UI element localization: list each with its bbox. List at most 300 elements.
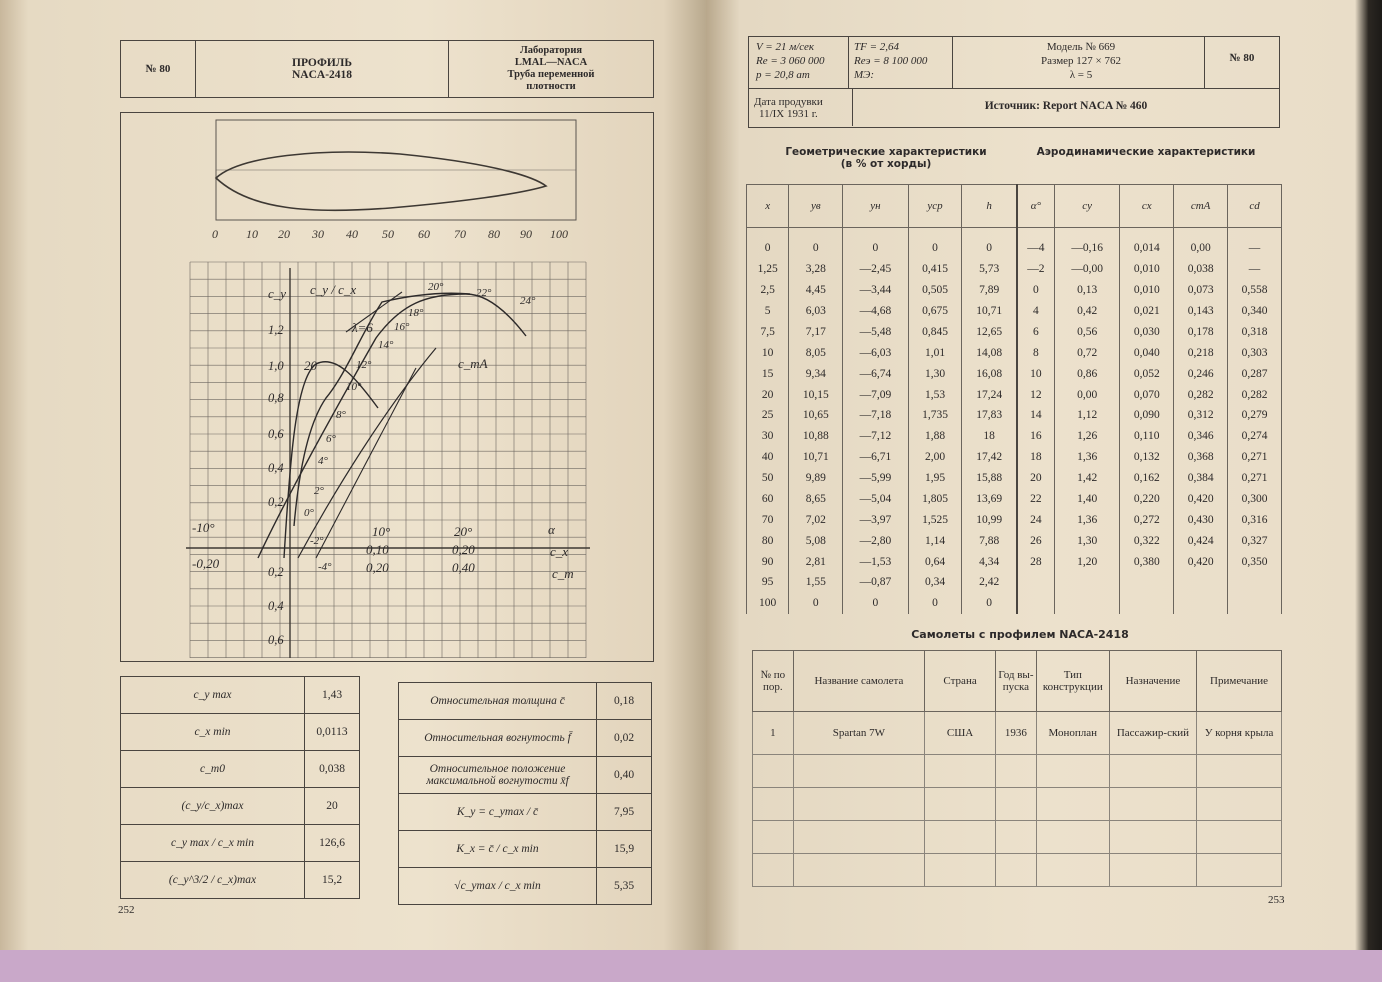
aero-cell: 1,20 (1054, 551, 1119, 572)
ratio-value-label: 20 (304, 358, 317, 373)
aero-cell: 0,030 (1120, 322, 1174, 343)
aero-cell: 28 (1017, 551, 1055, 572)
geo-cell: 0 (789, 593, 843, 614)
geo-cell: 0,505 (908, 280, 962, 301)
cma-curve (298, 348, 436, 558)
aero-cell: 0,318 (1228, 322, 1282, 343)
left-header-title (196, 41, 449, 98)
props-right-table (398, 682, 652, 905)
geo-cell: 4,45 (789, 280, 843, 301)
aero-cell: 0,090 (1120, 405, 1174, 426)
aero-cell: 0,014 (1120, 228, 1174, 259)
aero-cell: 0,052 (1120, 363, 1174, 384)
angle-22: 22° (476, 287, 492, 299)
aero-cell: 0,282 (1228, 384, 1282, 405)
angle-6: 6° (326, 433, 336, 445)
prop-row (399, 720, 652, 757)
planes-empty-row (753, 755, 1282, 788)
angle-12: 12° (356, 359, 372, 371)
aero-cell: — (1228, 228, 1282, 259)
table-row (747, 593, 1282, 614)
table-row (747, 530, 1282, 551)
param-re-e: Reэ = 8 100 000 (854, 55, 928, 67)
planes-row (753, 712, 1282, 755)
table-row (747, 426, 1282, 447)
aero-cell: 0,271 (1228, 447, 1282, 468)
planes-column-header: Примечание (1197, 651, 1282, 712)
aero-cell: 0,13 (1054, 280, 1119, 301)
aero-cell: 1,26 (1054, 426, 1119, 447)
aero-cell: 0,038 (1174, 259, 1228, 280)
column-header: x (747, 185, 789, 228)
planes-empty-cell (1109, 788, 1196, 821)
prop-value: 15,2 (305, 862, 360, 899)
prop-row (121, 751, 360, 788)
y-tick-neg-0-4: 0,4 (268, 599, 284, 613)
param-v: V = 21 м/сек (756, 41, 815, 53)
aero-cell: —2 (1017, 259, 1055, 280)
date-line1: Дата продувки (754, 96, 823, 108)
geo-cell: 2,81 (789, 551, 843, 572)
tunnel-params (854, 40, 927, 82)
aero-cell: 0,327 (1228, 530, 1282, 551)
geo-cell: 1,55 (789, 572, 843, 593)
geo-cell: 95 (747, 572, 789, 593)
aero-cell: 0,86 (1054, 363, 1119, 384)
planes-cell: Пассажир-ский (1109, 712, 1196, 755)
planes-empty-cell (793, 821, 924, 854)
planes-empty-cell (1036, 821, 1109, 854)
divider (748, 88, 1280, 89)
aero-cell: 0,073 (1174, 280, 1228, 301)
param-me: МЭ: (854, 69, 875, 81)
aero-cell: 0,143 (1174, 301, 1228, 322)
geo-cell: —0,87 (843, 572, 908, 593)
aero-cell: 0,368 (1174, 447, 1228, 468)
prop-label: K_y = c_ymax / c̄ (399, 794, 597, 831)
geo-cell: 2,42 (962, 572, 1017, 593)
planes-empty-row (753, 821, 1282, 854)
alpha-symbol: α (548, 522, 555, 537)
alpha-tick-20: 20° (454, 524, 473, 539)
geo-cell: 50 (747, 468, 789, 489)
geo-cell: 10,71 (962, 301, 1017, 322)
planes-empty-cell (925, 854, 996, 887)
test-date (754, 96, 823, 120)
right-header-number: № 80 (1229, 52, 1255, 64)
aero-cell: 0,340 (1228, 301, 1282, 322)
geo-cell: 18 (962, 426, 1017, 447)
polar-chart (186, 258, 590, 660)
title-line1: ПРОФИЛЬ (292, 57, 352, 69)
column-header: cx (1120, 185, 1174, 228)
prop-row (399, 868, 652, 905)
source-ref: Источник: Report NACA № 460 (984, 100, 1148, 112)
aero-cell: 0,162 (1120, 468, 1174, 489)
geo-cell: 1,525 (908, 509, 962, 530)
angle-8: 8° (336, 409, 346, 421)
geo-cell: —5,48 (843, 322, 908, 343)
aero-cell: 16 (1017, 426, 1055, 447)
cm-tick-neg020: -0,20 (192, 556, 220, 571)
planes-empty-cell (996, 788, 1037, 821)
profile-tick-60: 60 (418, 227, 430, 241)
aero-cell: 0,070 (1120, 384, 1174, 405)
aero-cell: 0,420 (1174, 551, 1228, 572)
geo-cell: —1,53 (843, 551, 908, 572)
aero-cell: 14 (1017, 405, 1055, 426)
aero-cell: 0,72 (1054, 342, 1119, 363)
geo-cell: 0 (747, 228, 789, 259)
column-header: cmA (1174, 185, 1228, 228)
geo-cell: —5,04 (843, 489, 908, 510)
aero-cell: —4 (1017, 228, 1055, 259)
geo-cell: 0 (962, 593, 1017, 614)
lambda-line (316, 368, 416, 558)
aero-cell: 0,322 (1120, 530, 1174, 551)
aero-cell: 0,303 (1228, 342, 1282, 363)
prop-value: 20 (305, 788, 360, 825)
geo-cell: 2,5 (747, 280, 789, 301)
aero-cell: 0,420 (1174, 489, 1228, 510)
geo-cell: 10,71 (789, 447, 843, 468)
aero-cell (1054, 572, 1119, 593)
y-tick-0-6: 0,6 (268, 427, 284, 441)
table-row (747, 509, 1282, 530)
geo-cell: 16,08 (962, 363, 1017, 384)
angle-14: 14° (378, 339, 394, 351)
angle-4: 4° (318, 455, 328, 467)
aero-cell (1017, 572, 1055, 593)
geo-cell: 8,65 (789, 489, 843, 510)
y-tick-0-8: 0,8 (268, 391, 284, 405)
planes-empty-cell (1036, 788, 1109, 821)
cm-tick-020: 0,20 (366, 560, 389, 575)
y-tick-1-0: 1,0 (268, 359, 284, 373)
left-header-table (120, 40, 654, 98)
planes-column-header: Тип конструкции (1036, 651, 1109, 712)
angle-18: 18° (408, 307, 424, 319)
angle-2: 2° (314, 485, 324, 497)
planes-empty-cell (753, 854, 794, 887)
planes-empty-cell (1109, 854, 1196, 887)
geo-section-title (766, 146, 1006, 170)
page-number-left: 252 (118, 904, 135, 916)
geo-cell: —6,71 (843, 447, 908, 468)
prop-label: c_m0 (121, 751, 305, 788)
planes-empty-cell (1197, 821, 1282, 854)
geo-cell: 5 (747, 301, 789, 322)
prop-row (399, 683, 652, 720)
prop-value: 0,02 (597, 720, 652, 757)
geo-cell: 10 (747, 342, 789, 363)
angle-24: 24° (520, 295, 536, 307)
planes-empty-cell (996, 821, 1037, 854)
planes-cell: Spartan 7W (793, 712, 924, 755)
planes-title: Самолеты с профилем NACA-2418 (911, 628, 1129, 641)
geo-cell: 17,83 (962, 405, 1017, 426)
planes-cell: США (925, 712, 996, 755)
column-header: cd (1228, 185, 1282, 228)
aero-cell: 0,380 (1120, 551, 1174, 572)
prop-label: Относительное положение максимальной вогнутости x̄f (399, 757, 597, 794)
planes-empty-cell (793, 788, 924, 821)
aero-cell: 1,12 (1054, 405, 1119, 426)
profile-tick-90: 90 (520, 227, 532, 241)
column-header: yср (908, 185, 962, 228)
planes-cell: Моноплан (1036, 712, 1109, 755)
angle-20: 20° (428, 281, 444, 293)
aero-cell: 0,040 (1120, 342, 1174, 363)
prop-label: √c_ymax / c_x min (399, 868, 597, 905)
flow-params (756, 40, 825, 82)
aero-cell (1228, 572, 1282, 593)
prop-value: 0,0113 (305, 714, 360, 751)
prop-label: c_x min (121, 714, 305, 751)
table-row (747, 384, 1282, 405)
prop-value: 7,95 (597, 794, 652, 831)
geo-cell: 70 (747, 509, 789, 530)
planes-empty-cell (1109, 821, 1196, 854)
aero-cell: 0,220 (1120, 489, 1174, 510)
planes-empty-cell (1197, 755, 1282, 788)
prop-label: Относительная вогнутость f̄ (399, 720, 597, 757)
geo-cell: —7,09 (843, 384, 908, 405)
table-row (747, 322, 1282, 343)
alpha-tick-10: 10° (372, 524, 391, 539)
geo-cell: —6,03 (843, 342, 908, 363)
aero-cell: 0,558 (1228, 280, 1282, 301)
profile-tick-40: 40 (346, 227, 358, 241)
column-header: yв (789, 185, 843, 228)
geo-cell: 1,01 (908, 342, 962, 363)
lambda-label: λ=6 (352, 320, 373, 335)
geo-cell: 7,88 (962, 530, 1017, 551)
geo-title-line1: Геометрические характеристики (785, 146, 987, 158)
prop-value: 1,43 (305, 677, 360, 714)
planes-empty-cell (996, 854, 1037, 887)
cm-tick-040: 0,40 (452, 560, 475, 575)
column-header: α° (1017, 185, 1055, 228)
aero-cell: 0,132 (1120, 447, 1174, 468)
prop-row (121, 862, 360, 899)
geo-cell: 15,88 (962, 468, 1017, 489)
aero-cell: 0,246 (1174, 363, 1228, 384)
props-left-table (120, 676, 360, 899)
aero-cell: — (1228, 259, 1282, 280)
angle-neg4: -4° (318, 561, 332, 573)
geo-cell: —7,12 (843, 426, 908, 447)
aero-cell: 0 (1017, 280, 1055, 301)
geo-cell: 13,69 (962, 489, 1017, 510)
cy-axis-label: c_y (268, 286, 287, 301)
geo-cell: 17,42 (962, 447, 1017, 468)
angle-16: 16° (394, 321, 410, 333)
planes-empty-cell (753, 821, 794, 854)
geo-cell: 0,845 (908, 322, 962, 343)
geo-cell: 1,88 (908, 426, 962, 447)
planes-empty-cell (1036, 755, 1109, 788)
angle-neg2: -2° (310, 535, 324, 547)
column-header: yн (843, 185, 908, 228)
geo-cell: —5,99 (843, 468, 908, 489)
title-line2: NACA-2418 (291, 69, 353, 81)
geo-cell: 0 (908, 593, 962, 614)
profile-tick-50: 50 (382, 227, 394, 241)
geo-cell: 0 (962, 228, 1017, 259)
prop-label: (c_y/c_x)max (121, 788, 305, 825)
y-tick-0-4: 0,4 (268, 461, 284, 475)
param-re: Re = 3 060 000 (756, 55, 825, 67)
divider (852, 88, 853, 126)
prop-value: 126,6 (305, 825, 360, 862)
model-lambda: λ = 5 (1069, 69, 1093, 81)
table-row (747, 551, 1282, 572)
geo-cell: 1,53 (908, 384, 962, 405)
geo-cell: 0 (843, 228, 908, 259)
table-row (747, 280, 1282, 301)
aero-cell: 0,218 (1174, 342, 1228, 363)
aero-cell: 1,36 (1054, 509, 1119, 530)
prop-row (121, 714, 360, 751)
angle-0: 0° (304, 507, 314, 519)
planes-column-header: Год вы-пуска (996, 651, 1037, 712)
model-info (956, 40, 1206, 82)
aero-cell (1017, 593, 1055, 614)
geo-cell: —4,68 (843, 301, 908, 322)
aero-cell: 0,021 (1120, 301, 1174, 322)
aero-cell: 0,00 (1054, 384, 1119, 405)
table-row (747, 259, 1282, 280)
table-row (747, 468, 1282, 489)
geo-cell: 1,95 (908, 468, 962, 489)
prop-label: c_y max (121, 677, 305, 714)
geo-cell: 3,28 (789, 259, 843, 280)
geo-cell: 1,25 (747, 259, 789, 280)
aero-cell: 0,42 (1054, 301, 1119, 322)
geo-cell: 14,08 (962, 342, 1017, 363)
geo-cell: 0,34 (908, 572, 962, 593)
geo-cell: 5,08 (789, 530, 843, 551)
geo-cell: 10,99 (962, 509, 1017, 530)
aero-cell: 0,00 (1174, 228, 1228, 259)
aero-cell (1228, 593, 1282, 614)
y-tick-neg-0-6: 0,6 (268, 633, 284, 647)
geo-cell: —7,18 (843, 405, 908, 426)
geo-cell: 25 (747, 405, 789, 426)
lab-line3: Труба переменной (507, 69, 595, 80)
prop-value: 5,35 (597, 868, 652, 905)
alpha-tick-neg10: -10° (192, 520, 215, 535)
aero-cell: 1,40 (1054, 489, 1119, 510)
geo-cell: 7,17 (789, 322, 843, 343)
table-row (747, 301, 1282, 322)
airfoil-profile-figure (200, 116, 590, 246)
aero-cell (1174, 572, 1228, 593)
y-tick-0-2: 0,2 (268, 495, 284, 509)
geo-cell: 7,89 (962, 280, 1017, 301)
aero-cell: 12 (1017, 384, 1055, 405)
param-p: p = 20,8 ат (756, 69, 810, 81)
table-row (747, 405, 1282, 426)
aero-cell (1054, 593, 1119, 614)
prop-label: Относительная толщина c̄ (399, 683, 597, 720)
aero-cell: 0,312 (1174, 405, 1228, 426)
table-row (747, 489, 1282, 510)
geo-title-line2: (в % от хорды) (840, 158, 932, 170)
geo-cell: 17,24 (962, 384, 1017, 405)
prop-row (121, 677, 360, 714)
planes-empty-row (753, 788, 1282, 821)
planes-empty-cell (1109, 755, 1196, 788)
aero-cell: 6 (1017, 322, 1055, 343)
geo-cell: 60 (747, 489, 789, 510)
column-header: h (962, 185, 1017, 228)
geo-cell: 2,00 (908, 447, 962, 468)
aero-cell: 1,42 (1054, 468, 1119, 489)
aero-cell: 0,110 (1120, 426, 1174, 447)
geo-cell: 1,805 (908, 489, 962, 510)
ratio-axis-label: c_y / c_x (310, 282, 357, 297)
geo-cell: —3,97 (843, 509, 908, 530)
aero-cell: 0,350 (1228, 551, 1282, 572)
aero-cell: 0,178 (1174, 322, 1228, 343)
table-row (747, 342, 1282, 363)
prop-label: K_x = c̄ / c_x min (399, 831, 597, 868)
y-tick-labels (268, 323, 284, 647)
aero-section-title: Аэродинамические характеристики (1036, 146, 1256, 158)
aero-cell: 26 (1017, 530, 1055, 551)
planes-table (752, 650, 1282, 887)
geo-cell: 1,14 (908, 530, 962, 551)
prop-row (399, 794, 652, 831)
aero-cell: 0,287 (1228, 363, 1282, 384)
geo-cell: —2,80 (843, 530, 908, 551)
aero-cell: 22 (1017, 489, 1055, 510)
profile-tick-0: 0 (212, 227, 218, 241)
planes-empty-cell (1197, 788, 1282, 821)
param-tf: TF = 2,64 (854, 41, 900, 53)
geo-cell: 4,34 (962, 551, 1017, 572)
y-tick-1-2: 1,2 (268, 323, 284, 337)
left-header-number: № 80 (121, 41, 196, 98)
planes-empty-cell (1197, 854, 1282, 887)
planes-column-header: Страна (925, 651, 996, 712)
aero-cell: 20 (1017, 468, 1055, 489)
aero-cell: 1,36 (1054, 447, 1119, 468)
planes-column-header: Название самолета (793, 651, 924, 712)
aero-cell (1120, 593, 1174, 614)
profile-tick-100: 100 (550, 227, 568, 241)
aero-cell: —0,00 (1054, 259, 1119, 280)
planes-empty-cell (793, 854, 924, 887)
planes-empty-cell (925, 788, 996, 821)
divider (848, 36, 849, 88)
aero-cell: 0,272 (1120, 509, 1174, 530)
divider (1204, 36, 1205, 88)
prop-row (399, 757, 652, 794)
aero-cell: 0,384 (1174, 468, 1228, 489)
planes-column-header: № по пор. (753, 651, 794, 712)
geo-cell: 9,89 (789, 468, 843, 489)
planes-empty-cell (793, 755, 924, 788)
geo-cell: —6,74 (843, 363, 908, 384)
planes-cell: 1 (753, 712, 794, 755)
table-row (747, 228, 1282, 259)
aero-cell: 0,010 (1120, 280, 1174, 301)
geo-cell: 0,64 (908, 551, 962, 572)
prop-value: 0,18 (597, 683, 652, 720)
